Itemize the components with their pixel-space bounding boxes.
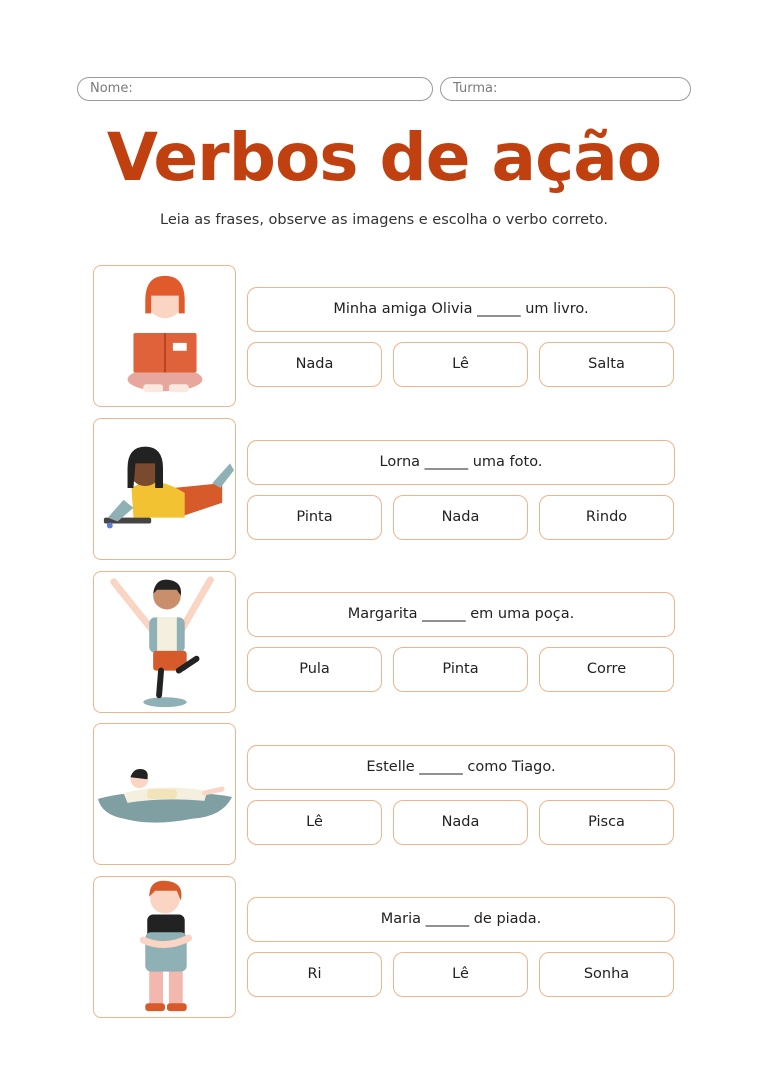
class-label: Turma: <box>453 81 498 96</box>
girl-reading-book-illustration <box>94 266 235 406</box>
exercise-5-option-2[interactable]: Lê <box>393 952 528 997</box>
exercise-1-sentence: Minha amiga Olivia ______ um livro. <box>247 287 675 332</box>
exercise-1-image <box>93 265 236 407</box>
instructions: Leia as frases, observe as imagens e escolha o verbo correto. <box>160 212 608 228</box>
exercise-2-image <box>93 418 236 560</box>
name-label: Nome: <box>90 81 133 96</box>
page-title: Verbos de ação <box>106 119 662 196</box>
boy-swimming-illustration <box>94 724 235 864</box>
exercise-5-sentence: Maria ______ de piada. <box>247 897 675 942</box>
exercise-2-option-3[interactable]: Rindo <box>539 495 674 540</box>
exercise-2-sentence: Lorna ______ uma foto. <box>247 440 675 485</box>
exercise-1-option-2[interactable]: Lê <box>393 342 528 387</box>
exercise-5-option-3[interactable]: Sonha <box>539 952 674 997</box>
exercise-4-image <box>93 723 236 865</box>
exercise-1-option-1[interactable]: Nada <box>247 342 382 387</box>
exercise-3-option-2[interactable]: Pinta <box>393 647 528 692</box>
exercise-4-option-1[interactable]: Lê <box>247 800 382 845</box>
name-field[interactable] <box>77 77 433 101</box>
exercise-2-option-2[interactable]: Nada <box>393 495 528 540</box>
exercise-4-sentence: Estelle ______ como Tiago. <box>247 745 675 790</box>
exercise-4-option-3[interactable]: Pisca <box>539 800 674 845</box>
girl-drawing-lying-down-illustration <box>94 419 235 559</box>
class-field[interactable] <box>440 77 691 101</box>
kid-laughing-illustration <box>94 877 235 1017</box>
exercise-3-sentence: Margarita ______ em uma poça. <box>247 592 675 637</box>
exercise-3-option-1[interactable]: Pula <box>247 647 382 692</box>
exercise-5-image <box>93 876 236 1018</box>
exercise-3-image <box>93 571 236 713</box>
exercise-2-option-1[interactable]: Pinta <box>247 495 382 540</box>
exercise-1-option-3[interactable]: Salta <box>539 342 674 387</box>
boy-jumping-in-puddle-illustration <box>94 572 235 712</box>
exercise-4-option-2[interactable]: Nada <box>393 800 528 845</box>
exercise-5-option-1[interactable]: Ri <box>247 952 382 997</box>
exercise-3-option-3[interactable]: Corre <box>539 647 674 692</box>
